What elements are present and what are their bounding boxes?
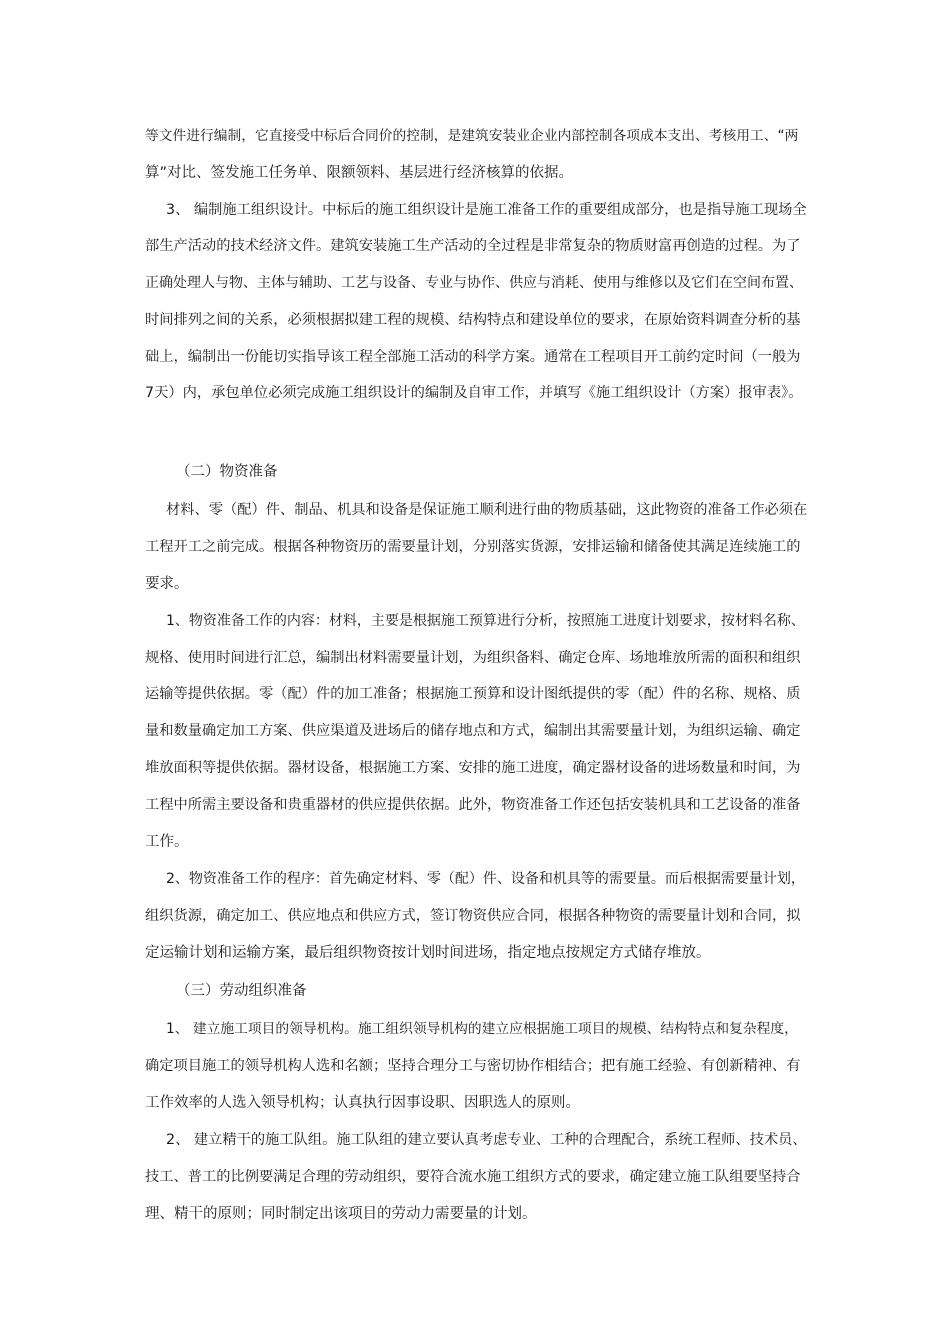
text-line: 工作效率的人选入领导机构；认真执行因事设职、因职选人的原则。 — [145, 1095, 580, 1111]
text-line: 正确处理人与物、主体与辅助、工艺与设备、专业与协作、供应与消耗、使用与维修以及它们在空间布置、 — [145, 275, 803, 291]
text-line: 工程中所需主要设备和贵重器材的供应提供依据。此外，物资准备工作还包括安装机具和工艺设备的准备 — [145, 797, 801, 813]
text-line: 技工、普工的比例要满足合理的劳动组织，要符合流水施工组织方式的要求，确定建立施工队组要坚持合 — [145, 1169, 801, 1185]
text-line: 3、 编制施工组织设计。中标后的施工组织设计是施工准备工作的重要组成部分，也是指导施工现场全 — [166, 202, 807, 218]
text-line: 础上，编制出一份能切实指导该工程全部施工活动的科学方案。通常在工程项目开工前约定时间（一般为 — [145, 349, 801, 365]
section-heading: （三）劳动组织准备 — [176, 983, 307, 999]
text-line: 规格、使用时间进行汇总，编制出材料需要量计划，为组织备料、确定仓库、场地堆放所需的面积和组织 — [145, 650, 801, 666]
text-line: 工程开工之前完成。根据各种物资历的需要量计划，分别落实货源，安排运输和储备使其满足连续施工的 — [145, 539, 801, 555]
text-line: 材料、零（配）件、制品、机具和设备是保证施工顺利进行曲的物质基础，这此物资的准备工作必须在 — [166, 502, 808, 518]
text-line: 工作。 — [145, 834, 189, 850]
text-line: 7天）内，承包单位必须完成施工组织设计的编制及自审工作，并填写《施工组织设计（方案）报审表》。 — [145, 385, 803, 401]
text-line: 定运输计划和运输方案，最后组织物资按计划时间进场，指定地点按规定方式储存堆放。 — [145, 945, 711, 961]
text-line: 1、物资准备工作的内容：材料，主要是根据施工预算进行分析，按照施工进度计划要求，按材料名称、 — [166, 613, 805, 629]
text-line: 算”对比、签发施工任务单、限额领料、基层进行经济核算的依据。 — [145, 165, 574, 181]
text-line: 理、精干的原则；同时制定出该项目的劳动力需要量的计划。 — [145, 1206, 537, 1222]
text-line: 部生产活动的技术经济文件。建筑安装施工生产活动的全过程是非常复杂的物质财富再创造的过程。为了 — [145, 238, 801, 254]
text-line: 确定项目施工的领导机构人选和名额；坚持合理分工与密切协作相结合；把有施工经验、有创新精神、有 — [145, 1058, 801, 1074]
text-line: 运输等提供依据。零（配）件的加工准备；根据施工预算和设计图纸提供的零（配）件的名称、规格、质 — [145, 686, 801, 702]
text-line: 2、物资准备工作的程序：首先确定材料、零（配）件、设备和机具等的需要量。而后根据需要量计划， — [166, 871, 805, 887]
text-line: 量和数量确定加工方案、供应渠道及进场后的储存地点和方式，编制出其需要量计划，为组织运输、确定 — [145, 723, 801, 739]
text-line: 2、 建立精干的施工队组。施工队组的建立要认真考虑专业、工种的合理配合，系统工程师、技术员、 — [166, 1132, 807, 1148]
text-line: 堆放面积等提供依据。器材设备，根据施工方案、安排的施工进度，确定器材设备的进场数量和时间，为 — [145, 760, 801, 776]
section-heading: （二）物资准备 — [176, 464, 278, 480]
text-line: 时间排列之间的关系，必须根据拟建工程的规模、结构特点和建设单位的要求，在原始资料调查分析的基 — [145, 312, 801, 328]
text-line: 等文件进行编制，它直接受中标后合同价的控制，是建筑安装业企业内部控制各项成本支出、考核用工、“两 — [145, 128, 799, 144]
text-line: 组织货源，确定加工、供应地点和供应方式，签订物资供应合同，根据各种物资的需要量计划和合同，拟 — [145, 908, 801, 924]
text-line: 1、 建立施工项目的领导机构。施工组织领导机构的建立应根据施工项目的规模、结构特点和复杂程度， — [166, 1021, 798, 1037]
text-line: 要求。 — [145, 576, 189, 592]
